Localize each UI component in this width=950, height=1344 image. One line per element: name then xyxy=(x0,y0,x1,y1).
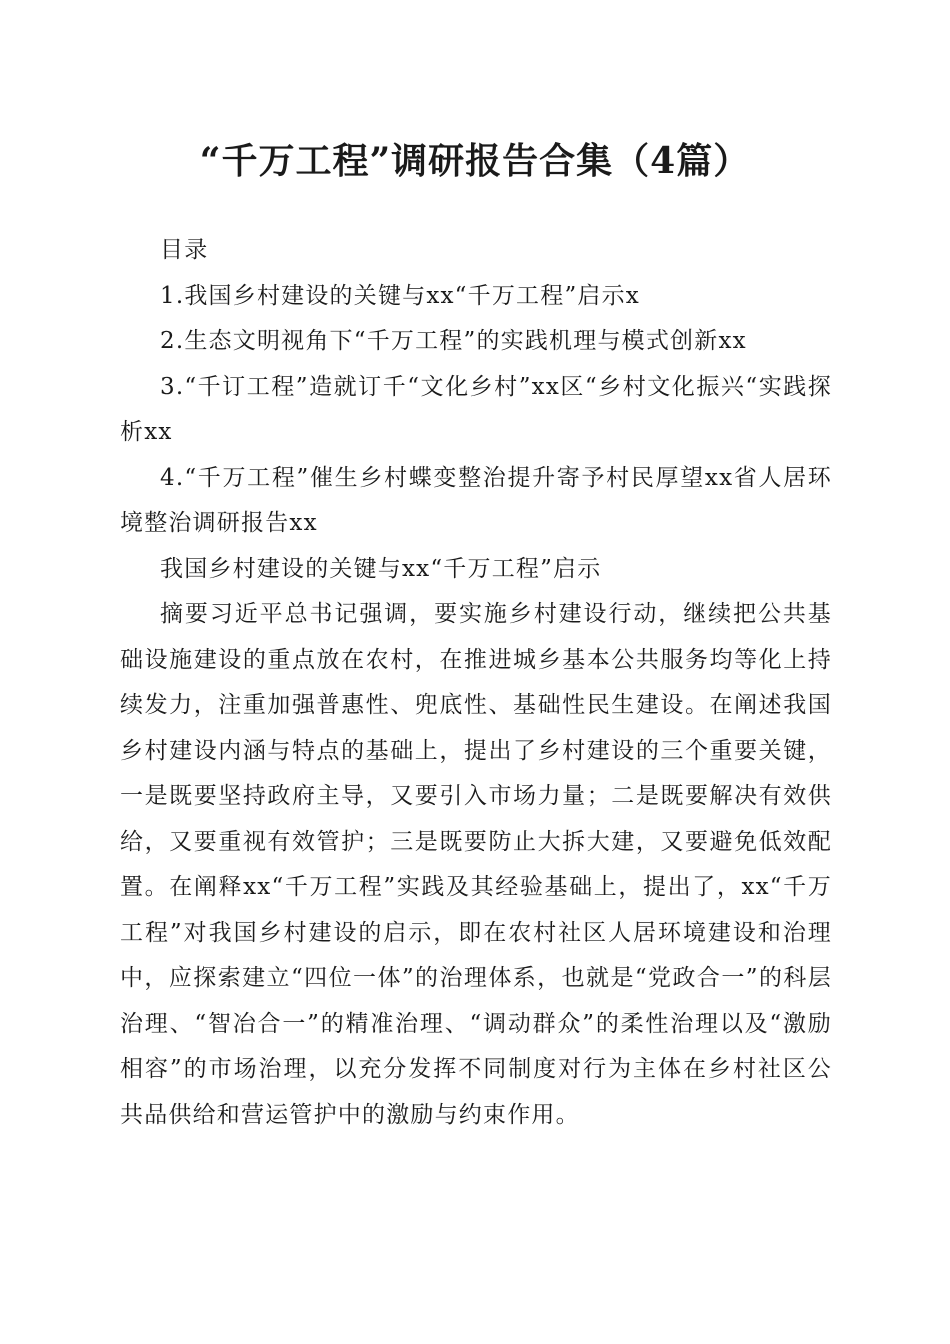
toc-item-3: 3.“千订工程”造就订千“文化乡村”xx区“乡村文化振兴“实践探析xx xyxy=(120,373,832,445)
section-heading: 我国乡村建设的关键与xx“千万工程”启示 xyxy=(160,555,602,582)
toc-item-1: 1.我国乡村建设的关键与xx“千万工程”启示x xyxy=(160,282,640,309)
toc-item-4: 4.“千万工程”催生乡村蝶变整治提升寄予村民厚望xx省人居环境整治调研报告xx xyxy=(120,464,832,536)
document-body xyxy=(120,228,832,1138)
toc-item-2: 2.生态文明视角下“千万工程”的实践机理与模式创新xx xyxy=(160,328,747,354)
document-title: “千万工程”调研报告合集（4篇） xyxy=(199,140,751,182)
toc-heading: 目录 xyxy=(160,237,209,263)
abstract-paragraph: 摘要习近平总书记强调，要实施乡村建设行动，继续把公共基础设施建设的重点放在农村，在推进城乡基本公共服务均等化上持续发力，注重加强普惠性、兜底性、基础性民生建设。在阐述我国乡村建设内涵与特点的基础上，提出了乡村建设的三个重要关键，一是既要坚持政府主导，又要引入市场力量；二是既要解决有效供给，又要重视有效管护；三是既要防止大拆大建，又要避免低效配置。在阐释xx“千万工程”实践及其经验基础上，提出了，xx“千万工程”对我国乡村建设的启示，即在农村社区人居环境建设和治理中，应探索建立“四位一体”的治理体系，也就是“党政合一”的科层治理、“智冶合一”的精准治理、“调动群众”的柔性治理以及“激励相容”的市场治理，以充分发挥不同制度对行为主体在乡村社区公共品供给和营运管护中的激励与约束作用。 xyxy=(120,601,832,1128)
